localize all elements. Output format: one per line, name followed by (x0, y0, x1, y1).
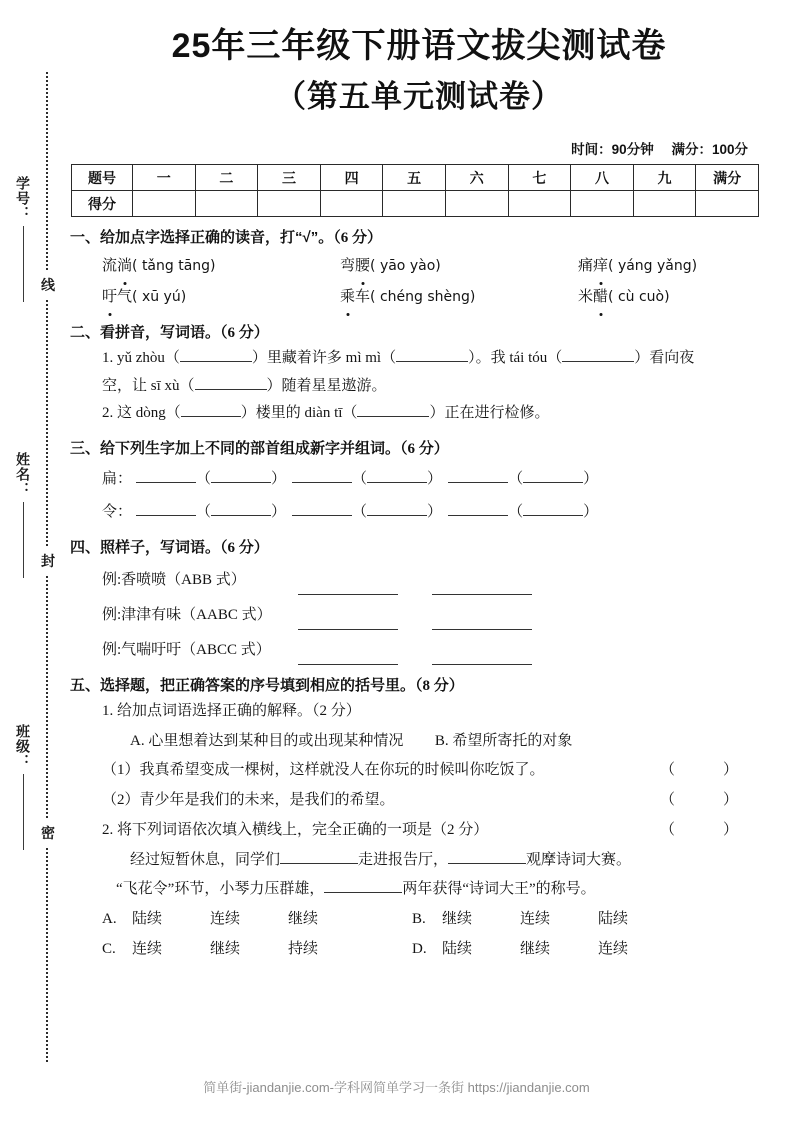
answer-paren-s5-3[interactable]: （ ） (659, 821, 744, 838)
class-label: 班级： (15, 724, 31, 769)
section-1 (68, 227, 770, 312)
answer-blank-s2-2[interactable] (396, 361, 468, 362)
pinyin-item-3[interactable] (578, 252, 697, 281)
sample-blank-abcc-2[interactable] (432, 647, 532, 665)
word-prefix-2: 弯 (340, 257, 356, 274)
word-prefix-1: 流 (102, 257, 118, 274)
word-prefix-3: 痛 (578, 257, 594, 274)
s5-q2-stem-a: 经过短暂休息，同学们 (130, 851, 281, 868)
score-value-total[interactable] (696, 191, 759, 217)
s5-q1-option-b[interactable]: B. 希望所寄托的对象 (434, 732, 573, 749)
radical-word-2b[interactable] (367, 515, 427, 516)
answer-blank-s2-3[interactable] (562, 361, 634, 362)
section-2-body (102, 345, 770, 428)
s5-q2-stem2-a: “飞花令”环节，小琴力压群雄， (116, 881, 325, 898)
dotted-char-3: 痒 (593, 252, 608, 281)
page-title: 25年三年级下册语文拔尖测试卷 (171, 27, 667, 65)
class-field[interactable] (8, 724, 38, 850)
score-col-2: 二 (195, 165, 258, 191)
choice-c-tag: C. (102, 940, 116, 957)
radical-blank-1a[interactable] (136, 482, 196, 483)
pinyin-options-6: ( cù cuò) (608, 289, 670, 306)
radical-group-2c[interactable]: （ ） (448, 504, 598, 520)
sample-blank-aabc-1[interactable] (298, 612, 398, 630)
choice-b-word-3: 陆续 (598, 911, 629, 928)
section-5-q2-stem-line-1 (130, 847, 770, 875)
choice-option-d[interactable] (412, 936, 722, 964)
answer-blank-s2-6[interactable] (357, 416, 429, 417)
radical-word-1a[interactable] (211, 482, 271, 483)
score-value-9[interactable] (633, 191, 696, 217)
word-suffix-4: 气 (117, 289, 133, 306)
s2-q2-text-a: 2. 这 dòng（ (102, 405, 181, 422)
section-3 (68, 438, 770, 527)
seal-char-line: 线 (38, 272, 58, 298)
radical-group-1b[interactable]: （ ） (292, 471, 442, 487)
page-subtitle: （第五单元测试卷） (275, 79, 563, 115)
sample-label-abb: 例:香喷喷（ABB 式） (102, 571, 246, 588)
radical-blank-2b[interactable] (292, 515, 352, 516)
choice-c-word-2: 继续 (210, 940, 241, 957)
radical-group-1c[interactable]: （ ） (448, 471, 598, 487)
radical-base-char-1: 扁： (102, 470, 133, 487)
choice-option-c[interactable] (102, 936, 412, 964)
word-prefix-6: 米 (578, 289, 594, 306)
answer-paren-s5-1[interactable]: （ ） (659, 762, 744, 779)
s2-q2-text-b: ）楼里的 diàn tī（ (240, 405, 358, 422)
score-col-8: 八 (571, 165, 634, 191)
section-2 (68, 322, 770, 428)
radical-base-char-2: 令： (102, 503, 133, 520)
pinyin-options-5: ( chéng shèng) (370, 289, 476, 306)
section-5-q2-choices-row-2 (102, 936, 770, 964)
choice-a-word-3: 继续 (288, 911, 319, 928)
section-4 (68, 537, 770, 665)
dotted-char-1: 淌 (117, 252, 132, 281)
pinyin-options-2: ( yāo yào) (370, 257, 441, 274)
choice-d-word-1: 陆续 (442, 940, 473, 957)
choice-a-tag: A. (102, 911, 117, 928)
radical-blank-1b[interactable] (292, 482, 352, 483)
s5-q2-stem-c: 观摩诗词大赛。 (526, 851, 632, 868)
pinyin-item-5[interactable] (340, 283, 578, 312)
score-table (71, 164, 759, 217)
sample-row-abcc (102, 636, 770, 665)
exam-total-score-label: 满分：100分 (671, 142, 748, 158)
choice-b-word-2: 连续 (520, 911, 551, 928)
score-col-7: 七 (508, 165, 571, 191)
score-col-3: 三 (258, 165, 321, 191)
pinyin-options-1: ( tǎng tāng) (132, 257, 216, 274)
score-value-7[interactable] (508, 191, 571, 217)
score-table-head-question: 题号 (72, 165, 133, 191)
s5-q2-title-text: 2. 将下列词语依次填入横线上，完全正确的一项是（2 分） (102, 821, 489, 838)
seal-char-feng: 封 (38, 548, 58, 574)
section-4-heading (70, 537, 770, 560)
radical-blank-2a[interactable] (136, 515, 196, 516)
section-4-title-text: 四、照样子，写词语。 (70, 539, 221, 557)
answer-blank-s2-1[interactable] (180, 361, 252, 362)
radical-group-1a[interactable]: （ ） (136, 471, 286, 487)
section-2-question-2 (102, 400, 770, 428)
section-3-heading (70, 438, 770, 461)
choice-b-word-1: 继续 (442, 911, 473, 928)
section-2-title-text: 二、看拼音，写词语。 (70, 324, 221, 342)
section-3-points: （6 分） (400, 441, 449, 458)
exam-sheet (68, 0, 770, 1122)
section-3-title-text: 三、给下列生字加上不同的部首组成新字并组词。 (70, 440, 401, 458)
score-value-4[interactable] (320, 191, 383, 217)
section-5-q1-options (130, 728, 770, 756)
choice-d-word-3: 连续 (598, 940, 629, 957)
s5-q1-sentence-1-text: （1）我真希望变成一棵树，这样就没人在你玩的时候叫你吃饭了。 (102, 762, 545, 779)
radical-blank-2c[interactable] (448, 515, 508, 516)
choice-a-word-2: 连续 (210, 911, 241, 928)
s2-q1-text-f: ）随着星星遨游。 (266, 377, 387, 394)
class-write-line (23, 774, 24, 850)
section-5-q1-sentence-2 (102, 787, 770, 815)
score-value-3[interactable] (258, 191, 321, 217)
s2-q1-text-c: ）。我 tái tóu（ (468, 349, 563, 366)
answer-blank-s5-3[interactable] (324, 892, 402, 893)
section-2-points: （6 分） (220, 325, 269, 342)
section-5-title-text: 五、选择题，把正确答案的序号填到相应的括号里。 (70, 677, 416, 695)
section-1-body (102, 252, 770, 313)
score-value-5[interactable] (383, 191, 446, 217)
s5-q2-stem-b: 走进报告厅， (358, 851, 449, 868)
section-5-question-1-title: 1. 给加点词语选择正确的解释。（2 分） (102, 702, 361, 719)
section-5-body (102, 698, 770, 964)
section-5-q2-stem-line-2 (116, 876, 770, 904)
sample-row-aabc (102, 601, 770, 630)
radical-word-1c[interactable] (523, 482, 583, 483)
choice-c-word-3: 持续 (288, 940, 319, 957)
sample-label-abcc: 例:气喘吁吁（ABCC 式） (102, 642, 271, 659)
pinyin-item-6[interactable] (578, 283, 670, 312)
radical-group-2b[interactable]: （ ） (292, 504, 442, 520)
section-1-title-text: 一、给加点字选择正确的读音，打“√”。 (70, 229, 334, 247)
student-name-field[interactable] (8, 452, 38, 578)
pinyin-options-4: ( xū yú) (132, 289, 187, 306)
section-5-question-2-title (102, 817, 770, 845)
s5-q1-option-a[interactable]: A. 心里想着达到某种目的或出现某种情况 (130, 732, 404, 749)
answer-blank-s5-2[interactable] (448, 863, 526, 864)
s2-q1-text-a: 1. yǔ zhòu（ (102, 349, 180, 366)
section-1-heading (70, 227, 770, 250)
section-2-heading (70, 322, 770, 345)
s5-q1-sentence-2-text: （2）青少年是我们的未来，是我们的希望。 (102, 792, 395, 809)
s5-q2-stem2-b: 两年获得“诗词大王”的称号。 (402, 881, 596, 898)
score-value-6[interactable] (445, 191, 508, 217)
s2-q1-text-b: ）里藏着许多 mì mì（ (251, 349, 397, 366)
sample-blank-aabc-2[interactable] (432, 612, 532, 630)
pinyin-options-3: ( yáng yǎng) (608, 257, 698, 274)
dotted-char-5: 乘 (340, 283, 355, 312)
score-value-1[interactable] (133, 191, 196, 217)
radical-word-2a[interactable] (211, 515, 271, 516)
radical-row-2 (102, 498, 770, 527)
dotted-char-4: 吁 (102, 283, 117, 312)
sample-blank-abcc-1[interactable] (298, 647, 398, 665)
score-col-6: 六 (445, 165, 508, 191)
student-name-write-line (23, 502, 24, 578)
table-row-question-numbers (72, 165, 759, 191)
section-3-body (102, 465, 770, 528)
radical-word-2c[interactable] (523, 515, 583, 516)
dotted-char-6: 醋 (593, 283, 608, 312)
pinyin-item-4[interactable] (102, 283, 340, 312)
s2-q1-text-d: ）看向夜 (634, 349, 695, 366)
section-4-body (102, 566, 770, 666)
s2-q2-text-c: ）正在进行检修。 (429, 405, 550, 422)
exam-binding-margin (0, 0, 62, 1122)
choice-d-tag: D. (412, 940, 427, 957)
answer-blank-s5-1[interactable] (280, 863, 358, 864)
section-5-points: （8 分） (415, 678, 464, 695)
section-1-points: （6 分） (333, 230, 382, 247)
section-2-question-1-line-2 (102, 373, 770, 401)
pinyin-choice-row-1 (102, 252, 770, 281)
score-value-8[interactable] (571, 191, 634, 217)
radical-word-1b[interactable] (367, 482, 427, 483)
choice-b-tag: B. (412, 911, 426, 928)
section-5-q2-choices-row-1 (102, 906, 770, 934)
student-id-write-line (23, 226, 24, 302)
section-4-points: （6 分） (220, 540, 269, 557)
exam-time-label: 时间：90分钟 (571, 142, 654, 158)
choice-option-a[interactable] (102, 906, 412, 934)
score-col-5: 五 (383, 165, 446, 191)
score-col-9: 九 (633, 165, 696, 191)
section-2-question-1-line-1 (102, 345, 770, 373)
sample-blank-abb-2[interactable] (432, 577, 532, 595)
answer-blank-s2-4[interactable] (195, 389, 267, 390)
choice-c-word-1: 连续 (132, 940, 163, 957)
answer-blank-s2-5[interactable] (181, 416, 241, 417)
pinyin-choice-row-2 (102, 283, 770, 312)
sample-blank-abb-1[interactable] (298, 577, 398, 595)
section-5-q1-sentence-1 (102, 757, 770, 785)
sample-row-abb (102, 566, 770, 595)
radical-blank-1c[interactable] (448, 482, 508, 483)
radical-group-2a[interactable]: （ ） (136, 504, 286, 520)
score-value-2[interactable] (195, 191, 258, 217)
seal-char-mi: 密 (38, 820, 58, 846)
pinyin-item-1[interactable] (102, 252, 340, 281)
s2-q1-text-e: 空，让 sī xù（ (102, 377, 195, 394)
score-col-1: 一 (133, 165, 196, 191)
page-footer: 简单街-jiandanjie.com-学科网简单学习一条街 https://jiandanjie.com (203, 1080, 590, 1095)
choice-option-b[interactable] (412, 906, 722, 934)
student-id-label: 学号： (15, 176, 31, 221)
choice-a-word-1: 陆续 (132, 911, 163, 928)
pinyin-item-2[interactable] (340, 252, 578, 281)
score-col-4: 四 (320, 165, 383, 191)
student-name-label: 姓名： (15, 452, 31, 497)
score-table-head-score: 得分 (72, 191, 133, 217)
choice-d-word-2: 继续 (520, 940, 551, 957)
table-row-scores (72, 191, 759, 217)
radical-row-1 (102, 465, 770, 494)
sample-label-aabc: 例:津津有味（AABC 式） (102, 606, 272, 623)
section-5 (68, 675, 770, 963)
dotted-char-2: 腰 (355, 252, 370, 281)
section-5-heading (70, 675, 770, 698)
word-suffix-5: 车 (355, 289, 371, 306)
score-col-total: 满分 (696, 165, 759, 191)
exam-meta (68, 138, 748, 158)
student-id-field[interactable] (8, 176, 38, 302)
answer-paren-s5-2[interactable]: （ ） (659, 792, 744, 809)
